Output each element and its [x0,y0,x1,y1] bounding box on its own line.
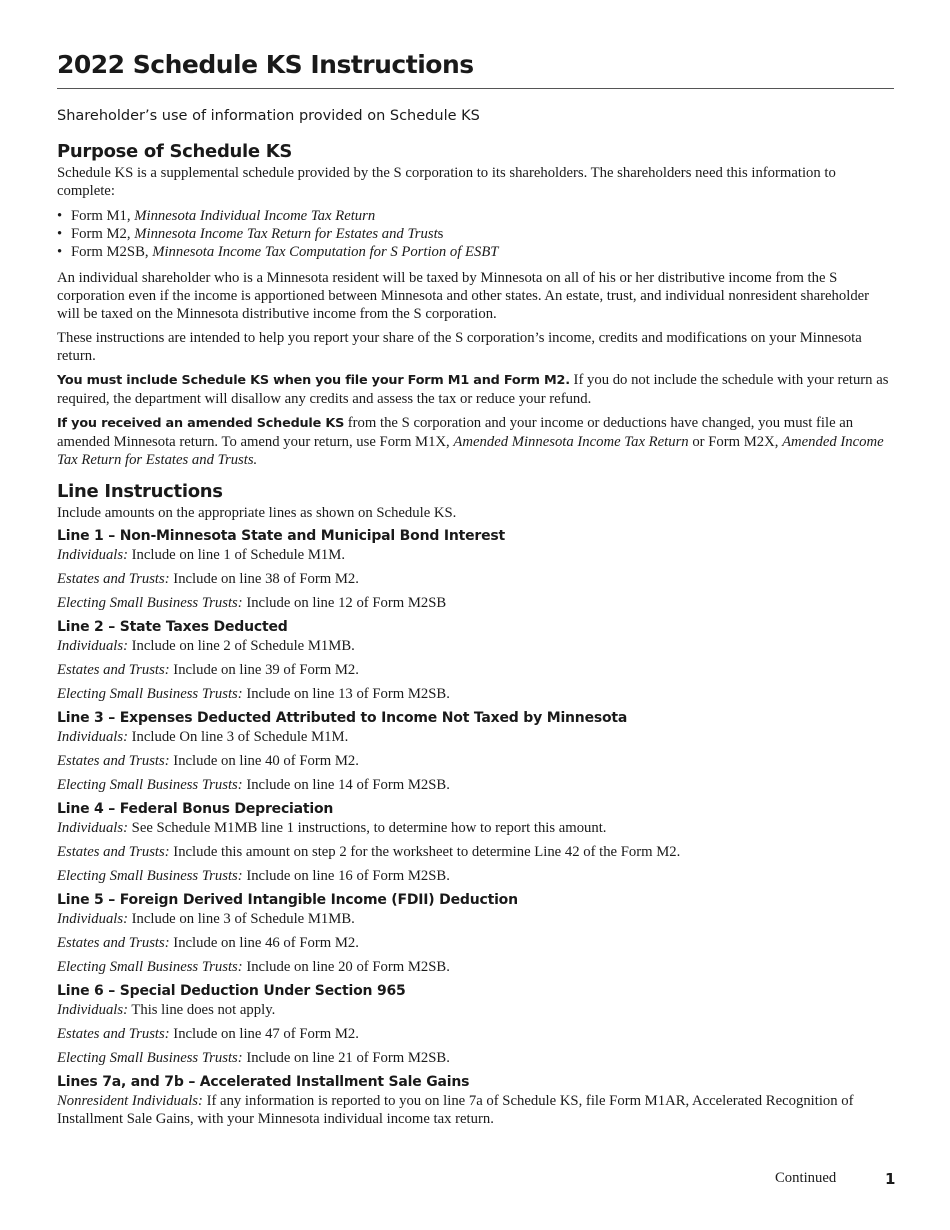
purpose-paragraph-4: You must include Schedule KS when you file your Form M1 and Form M2. If you do not include the schedule with your return as required, the department will disallow any credits and assess the tax or reduce your refund. [57,372,889,407]
instruction-item: Nonresident Individuals: If any information is reported to you on line 7a of Schedule KS, file Form M1AR, Accelerated Recognition of Installment Sale Gains, with your Minnesota individual income tax return. [57,1093,854,1127]
title-divider [57,88,894,89]
line-section [57,527,894,612]
line-instructions-intro: Include amounts on the appropriate lines as shown on Schedule KS. [57,505,457,521]
purpose-paragraph-3: These instructions are intended to help you report your share of the S corporation’s income, credits and modifications on your Minnesota return. [57,330,862,364]
line-section [57,1073,894,1128]
instruction-item: Individuals: This line does not apply. [57,1002,276,1018]
line-section [57,618,894,703]
instruction-item: Electing Small Business Trusts: Include on line 20 of Form M2SB. [57,959,450,975]
instruction-item: Electing Small Business Trusts: Include on line 21 of Form M2SB. [57,1050,450,1066]
section-title: Line 4 – Federal Bonus Depreciation [57,801,334,817]
instruction-item: Individuals: Include On line 3 of Schedule M1M. [57,729,349,745]
instruction-item: Estates and Trusts: Include on line 46 of Form M2. [57,935,359,951]
list-item: • Form M2, Minnesota Income Tax Return for Estates and Trusts [57,225,894,243]
purpose-heading: Purpose of Schedule KS [57,141,293,162]
section-title: Line 5 – Foreign Derived Intangible Income (FDII) Deduction [57,892,518,908]
line-section [57,891,894,976]
instruction-item: Individuals: Include on line 1 of Schedule M1M. [57,547,345,563]
instruction-item: Estates and Trusts: Include on line 40 of Form M2. [57,753,359,769]
instruction-item: Estates and Trusts: Include this amount on step 2 for the worksheet to determine Line 42 of the Form M2. [57,844,681,860]
instruction-item: Electing Small Business Trusts: Include on line 12 of Form M2SB [57,595,447,611]
instruction-item: Electing Small Business Trusts: Include on line 14 of Form M2SB. [57,777,450,793]
instruction-item: Estates and Trusts: Include on line 39 of Form M2. [57,662,359,678]
instruction-item: Individuals: Include on line 2 of Schedule M1MB. [57,638,355,654]
purpose-paragraph-5: If you received an amended Schedule KS from the S corporation and your income or deductions have changed, you must file an amended Minnesota return. To amend your return, use Form M1X, Amended Minnesota Income Tax Return or Form M2X, Amended Income Tax Return for Estates and Trusts. [57,415,884,468]
list-item: • Form M2SB, Minnesota Income Tax Computation for S Portion of ESBT [57,243,894,261]
line-section [57,982,894,1067]
section-title: Line 1 – Non-Minnesota State and Municipal Bond Interest [57,528,506,544]
list-item: • Form M1, Minnesota Individual Income Tax Return [57,207,894,225]
main-content [57,140,894,1134]
line-section [57,709,894,794]
line-section [57,800,894,885]
page-title: 2022 Schedule KS Instructions [57,50,474,79]
instruction-item: Estates and Trusts: Include on line 47 of Form M2. [57,1026,359,1042]
continued-label: Continued [775,1170,837,1186]
instruction-item: Electing Small Business Trusts: Include on line 16 of Form M2SB. [57,868,450,884]
paragraph-lead: If you received an amended Schedule KS [57,416,345,431]
intro-subtitle: Shareholder’s use of information provided on Schedule KS [57,108,480,124]
purpose-paragraph-1: Schedule KS is a supplemental schedule provided by the S corporation to its shareholders. The shareholders need this information to complete: [57,165,836,199]
instruction-item: Estates and Trusts: Include on line 38 of Form M2. [57,571,359,587]
line-instructions-heading: Line Instructions [57,481,223,502]
instruction-item: Individuals: Include on line 3 of Schedule M1MB. [57,911,355,927]
purpose-paragraph-2: An individual shareholder who is a Minnesota resident will be taxed by Minnesota on all of his or her distributive income from the S corporation even if the income is apportioned between Minnesota and other states. An estate, trust, and individual nonresident shareholder will be taxed on the Minnesota distributive income from the S corporation. [57,270,870,322]
section-title: Line 6 – Special Deduction Under Section 965 [57,983,406,999]
section-title: Line 3 – Expenses Deducted Attributed to Income Not Taxed by Minnesota [57,710,628,726]
section-title: Lines 7a, and 7b – Accelerated Installment Sale Gains [57,1074,470,1090]
instruction-item: Electing Small Business Trusts: Include on line 13 of Form M2SB. [57,686,450,702]
page-number: 1 [885,1170,896,1188]
section-title: Line 2 – State Taxes Deducted [57,619,288,635]
instruction-item: Individuals: See Schedule M1MB line 1 instructions, to determine how to report this amount. [57,820,607,836]
paragraph-lead: You must include Schedule KS when you file your Form M1 and Form M2. [57,373,570,388]
forms-list [57,207,894,261]
